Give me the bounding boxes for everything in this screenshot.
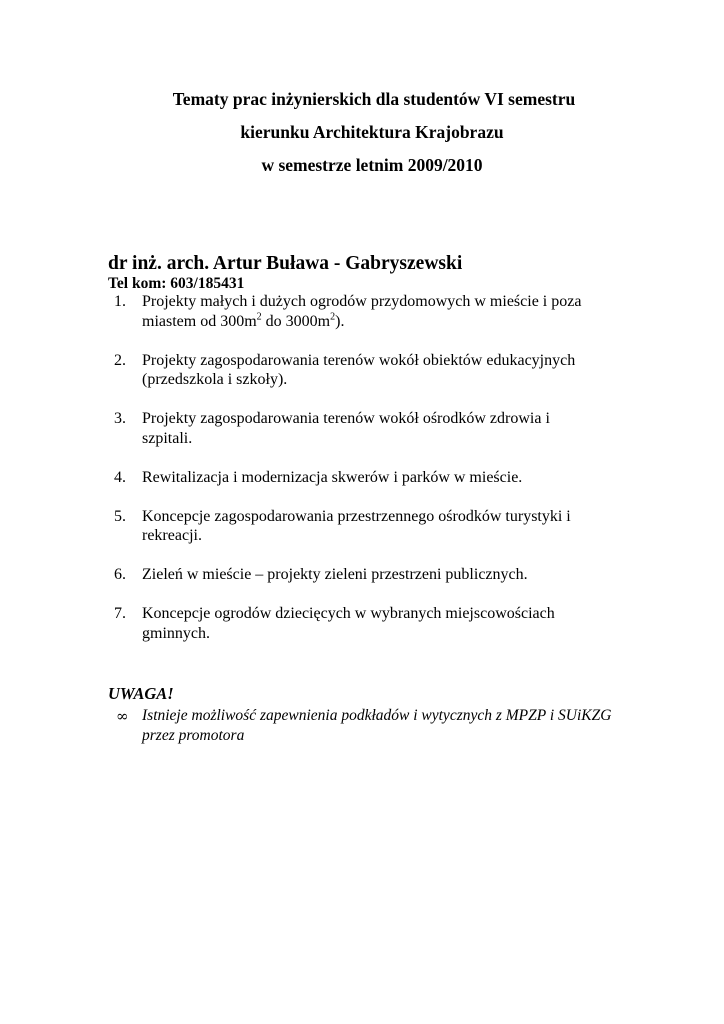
topics-list bbox=[112, 292, 602, 663]
topic-item bbox=[112, 292, 602, 331]
topic-item bbox=[112, 468, 602, 488]
topic-item bbox=[112, 565, 602, 585]
topic-text: Koncepcje zagospodarowania przestrzennego ośrodków turystyki i rekreacji. bbox=[142, 507, 571, 544]
page-title-line-3: w semestrze letnim 2009/2010 bbox=[261, 155, 483, 175]
topic-item bbox=[112, 604, 602, 643]
note-item bbox=[116, 706, 616, 746]
topic-text: Zieleń w mieście – projekty zieleni przestrzeni publicznych. bbox=[142, 566, 528, 583]
topic-text: Rewitalizacja i modernizacja skwerów i parków w mieście. bbox=[142, 468, 523, 486]
infinity-bullet-icon: ∞ bbox=[116, 707, 129, 725]
page-title-line-1: Tematy prac inżynierskich dla studentów VI semestru bbox=[172, 89, 576, 109]
topic-number: 1. bbox=[114, 293, 126, 310]
topic-number: 7. bbox=[114, 605, 126, 622]
topic-text bbox=[142, 292, 602, 331]
topic-number: 5. bbox=[114, 507, 126, 525]
note-text: Istnieje możliwość zapewnienia podkładów i wytycznych z MPZP i SUiKZG przez promotora bbox=[142, 707, 612, 744]
topic-number: 4. bbox=[114, 468, 126, 486]
topic-item bbox=[112, 409, 602, 448]
topic-number: 3. bbox=[114, 410, 126, 427]
topic-text: Projekty zagospodarowania terenów wokół obiektów edukacyjnych (przedszkola i szkoły). bbox=[142, 351, 576, 388]
topic-text: Koncepcje ogrodów dziecięcych w wybranych miejscowościach gminnych. bbox=[142, 605, 555, 642]
topic-item bbox=[112, 507, 602, 546]
topic-text-part: do 3000m bbox=[261, 312, 331, 330]
author-name: dr inż. arch. Artur Buława - Gabryszewski bbox=[108, 253, 463, 274]
page-title-line-2: kierunku Architektura Krajobrazu bbox=[240, 122, 504, 142]
topic-text-part: ). bbox=[335, 312, 345, 330]
topic-item bbox=[112, 351, 602, 390]
superscript: 2 bbox=[330, 311, 336, 323]
topic-text: Projekty zagospodarowania terenów wokół ośrodków zdrowia i szpitali. bbox=[142, 410, 550, 447]
topic-number: 2. bbox=[114, 351, 126, 369]
author-phone: Tel kom: 603/185431 bbox=[108, 275, 245, 292]
topic-number: 6. bbox=[114, 566, 126, 583]
note-label: UWAGA! bbox=[108, 684, 174, 703]
topic-text-part: Projekty małych i dużych ogrodów przydomowych w mieście i poza miastem od 300m bbox=[142, 293, 582, 330]
superscript: 2 bbox=[256, 311, 262, 323]
